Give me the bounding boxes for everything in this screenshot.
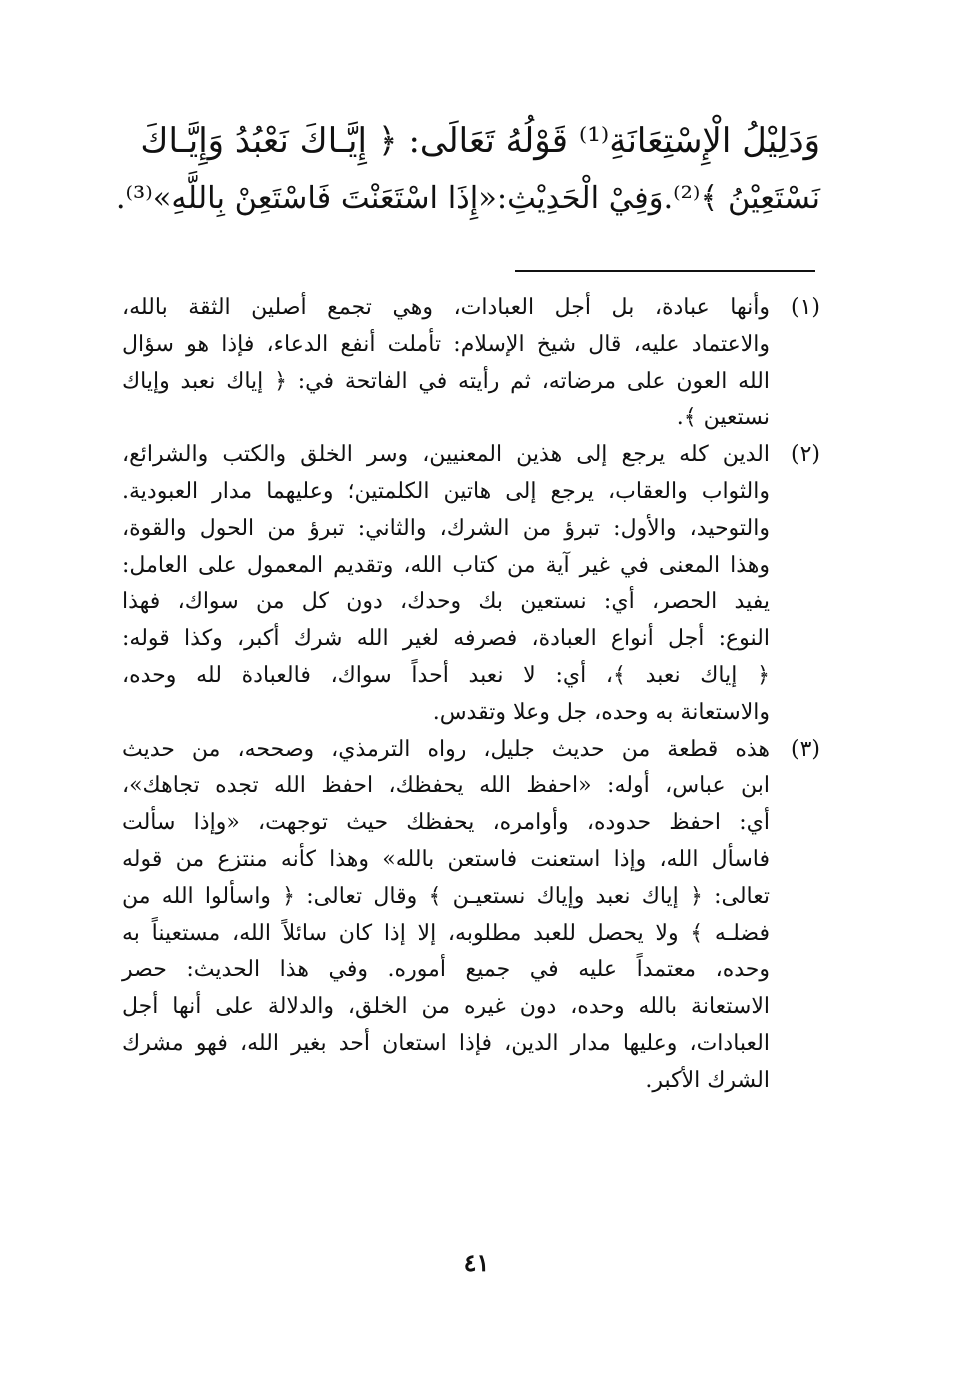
footnote-line: الشرك الأكبر. bbox=[645, 1067, 770, 1093]
footnote-line: ابن عباس، أوله: «احفظ الله يحفظك، احفظ الله تجده تجاهك»، bbox=[122, 773, 770, 799]
footnote-marker: (٢) bbox=[790, 442, 820, 468]
footnote-line: ﴿ إياك نعبد ﴾، أي: لا نعبد أحداً سواك، فالعبادة لله وحده، bbox=[122, 662, 770, 688]
main-text bbox=[110, 112, 820, 228]
footnotes bbox=[122, 290, 820, 1100]
footnote-line: يفيد الحصر، أي: نستعين بك وحدك، دون كل من سواك، فهذا bbox=[122, 589, 770, 615]
main-text-line: نَسْتَعِيْنُ ﴾⁽²⁾.وَفِيْ الْحَدِيْثِ:«إِذَا اسْتَعَنْتَ فَاسْتَعِنْ بِاللَّهِ»⁽³⁾. bbox=[115, 181, 820, 216]
footnote-line: والثواب والعقاب، يرجع إلى هاتين الكلمتين؛ وعليهما مدار العبودية. bbox=[122, 478, 770, 504]
footnote-1 bbox=[122, 290, 820, 437]
footnote-marker: (١) bbox=[790, 295, 820, 320]
footnote-line: وأنها عبادة، بل أجل العبادات، وهي تجمع أصلين الثقة بالله، bbox=[122, 295, 770, 320]
footnote-line: تعالى: ﴿ إياك نعبد وإياك نستعيـن ﴾ وقال تعالى: ﴿ واسألوا الله من bbox=[122, 883, 770, 909]
footnote-line: فاسأل الله، وإذا استعنت فاستعن بالله» وهذا كأنه منتزع من قوله bbox=[122, 846, 770, 872]
footnote-line: الدين كله يرجع إلى هذين المعنيين، وسر الخلق والكتب والشرائع، bbox=[122, 442, 770, 468]
footnote-marker: (٣) bbox=[790, 736, 820, 762]
footnote-line: والاستعانة به وحده، جل وعلا وتقدس. bbox=[432, 699, 770, 725]
footnote-divider bbox=[515, 270, 815, 272]
footnote-line: العبادات، وعليها مدار الدين، فإذا استعان أحد بغير الله، فهو مشرك bbox=[122, 1030, 770, 1056]
page-number: ٤١ bbox=[463, 1248, 490, 1277]
footnote-line: أي: احفظ حدوده، وأوامره، يحفظك حيث توجهت، «وإذا سألت bbox=[122, 810, 770, 836]
footnote-3 bbox=[122, 732, 820, 1100]
footnote-line: الاستعانة بالله وحده، دون غيره من الخلق، والدلالة على أنها أجل bbox=[122, 994, 770, 1020]
footnote-line: فضلـه ﴾ ولا يحصل للعبد مطلوبه، إلا إذا كان سائلاً الله، مستعيناً به bbox=[122, 920, 770, 946]
footnote-line: والتوحيد، والأول: تبرؤ من الشرك، والثاني: تبرؤ من الحول والقوة، bbox=[122, 515, 770, 541]
main-text-line: وَدَلِيْلُ الْإِسْتِعَانَةِ⁽¹⁾ قَوْلُهُ تَعَالَى: ﴿ إِيَّـاكَ نَعْبُدُ وَإِيَّـاكَ bbox=[140, 121, 820, 161]
footnote-line: النوع: أجل أنواع العبادة، فصرفه لغير الله شرك أكبر، وكذا قوله: bbox=[122, 626, 770, 652]
footnote-line: نستعين ﴾. bbox=[676, 405, 770, 431]
footnote-line: والاعتماد عليه، قال شيخ الإسلام: تأملت أنفع الدعاء، فإذا هو سؤال bbox=[122, 331, 770, 357]
footnote-line: وهذا المعنى في غير آية من كتاب الله، وتقديم المعمول على العامل: bbox=[122, 552, 770, 578]
footnote-line: الله العون على مرضاته، ثم رأيته في الفاتحة في: ﴿ إياك نعبد وإياك bbox=[122, 368, 770, 394]
footnote-line: وحده، معتمداً عليه في جميع أموره. وفي هذا الحديث: حصر bbox=[122, 957, 770, 983]
footnote-2 bbox=[122, 437, 820, 731]
footnote-line: هذه قطعة من حديث جليل، رواه الترمذي، وصححه، من حديث bbox=[122, 736, 770, 762]
